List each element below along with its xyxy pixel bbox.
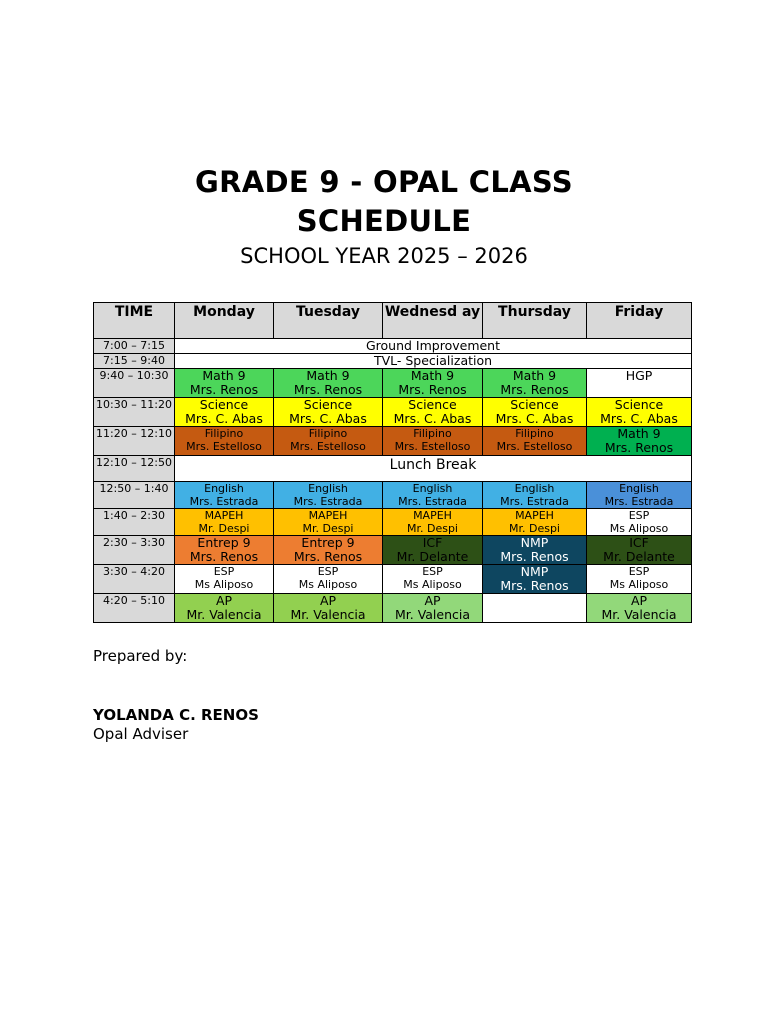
teacher-name: Mrs. Estrada [189,495,259,508]
class-cell [587,482,692,509]
schedule-row [94,354,692,369]
class-schedule-table [93,302,692,623]
teacher-name: Mrs. Renos [500,382,569,397]
header-tuesday: Tuesday [274,303,383,339]
teacher-name: Mr. Despi [508,522,560,535]
subject-name: Entrep 9 [197,535,251,550]
subject-name: Math 9 [306,368,350,383]
teacher-name: Mr. Delante [603,549,675,564]
subject-name: AP [215,593,233,608]
subject-name: NMP [520,564,549,579]
teacher-name: Mrs. Renos [398,382,467,397]
subject-name: ICF [629,535,649,550]
class-cell [383,427,483,456]
class-cell [175,594,274,623]
time-slot: 10:30 – 11:20 [94,398,175,427]
teacher-name: Mr. Despi [406,522,458,535]
subject-name: Math 9 [617,426,661,441]
teacher-name: Mr. Valencia [601,607,677,622]
teacher-name: Mr. Despi [302,522,354,535]
teacher-name: Ms Aliposo [609,522,669,535]
lunch-break-cell: Lunch Break [175,456,692,482]
teacher-name: Mrs. Renos [500,549,569,564]
class-cell [587,565,692,594]
header-time: TIME [94,303,175,339]
subject-name: Science [408,397,457,412]
teacher-name: Mrs. Renos [293,549,363,564]
class-cell [483,398,587,427]
class-cell [483,536,587,565]
schedule-body [94,339,692,623]
teacher-name: Mrs. Renos [189,382,259,397]
class-cell [383,536,483,565]
schedule-title [0,163,768,241]
class-cell [175,398,274,427]
schedule-row [94,509,692,536]
class-cell [587,509,692,536]
all-days-activity: Ground Improvement [175,339,692,354]
teacher-name: Mrs. Estrada [604,495,674,508]
header-wednesday: Wednesd ay [383,303,483,339]
class-cell [483,482,587,509]
adviser-name: YOLANDA C. RENOS [93,706,259,724]
subject-name: MAPEH [515,509,554,522]
adviser-role: Opal Adviser [93,725,189,743]
class-cell [175,565,274,594]
schedule-row [94,482,692,509]
class-cell [274,369,383,398]
teacher-name: Mr. Valencia [186,607,262,622]
schedule-row [94,565,692,594]
teacher-name: Mrs. Renos [500,578,569,593]
class-cell [483,369,587,398]
subject-name: English [514,482,555,495]
subject-name: Science [199,397,249,412]
class-cell [175,536,274,565]
subject-name: Filipino [204,427,244,440]
teacher-name: Ms Aliposo [194,578,254,591]
class-cell [175,369,274,398]
class-cell [383,594,483,623]
schedule-row [94,369,692,398]
subject-name: Filipino [308,427,348,440]
schedule-row [94,427,692,456]
title-line-2: SCHEDULE [296,204,472,238]
schedule-row [94,536,692,565]
class-cell [383,482,483,509]
class-cell [383,398,483,427]
teacher-name: Mrs. C. Abas [185,411,263,426]
teacher-name: Mr. Despi [198,522,250,535]
class-cell [587,369,692,398]
subject-name: ESP [628,565,650,578]
subject-name: English [619,482,659,495]
class-cell [175,482,274,509]
schedule-row [94,456,692,482]
teacher-name: Ms Aliposo [298,578,358,591]
schedule-row [94,398,692,427]
subject-name: MAPEH [413,509,452,522]
subject-name: ESP [213,565,235,578]
time-slot: 2:30 – 3:30 [94,536,175,565]
teacher-name: Mrs. Renos [189,549,259,564]
class-cell [587,427,692,456]
class-cell [383,509,483,536]
subject-name: Science [614,397,664,412]
class-cell [587,398,692,427]
subject-name: AP [424,593,441,608]
header-row [94,303,692,339]
teacher-name: Mr. Valencia [394,607,471,622]
subject-name: ICF [422,535,443,550]
teacher-name: Mrs. C. Abas [600,411,678,426]
subject-name: ESP [317,565,339,578]
class-cell [383,565,483,594]
teacher-name: Mrs. Estelloso [394,440,471,453]
class-cell [274,565,383,594]
teacher-name: Ms Aliposo [609,578,669,591]
schedule-row [94,594,692,623]
header-friday: Friday [587,303,692,339]
class-cell [587,536,692,565]
teacher-name: Mrs. Estelloso [290,440,366,453]
class-cell [274,509,383,536]
class-cell [483,565,587,594]
class-cell [175,427,274,456]
class-cell [274,536,383,565]
subject-name: Math 9 [202,368,246,383]
teacher-name: Ms Aliposo [403,578,462,591]
subject-name: Math 9 [410,368,455,383]
subject-name: English [308,482,348,495]
subject-name: Filipino [515,427,554,440]
subject-name: AP [630,593,648,608]
time-slot: 11:20 – 12:10 [94,427,175,456]
header-thursday: Thursday [483,303,587,339]
teacher-name: Mr. Valencia [290,607,366,622]
teacher-name: Mrs. C. Abas [495,411,574,426]
subject-name: MAPEH [204,509,244,522]
class-cell [274,427,383,456]
time-slot: 12:10 – 12:50 [94,456,175,482]
subject-name: Filipino [413,427,452,440]
time-slot: 4:20 – 5:10 [94,594,175,623]
subject-name: MAPEH [308,509,348,522]
class-cell [383,369,483,398]
subject-name: NMP [520,535,549,550]
class-cell [483,427,587,456]
all-days-activity: TVL- Specialization [175,354,692,369]
class-cell [175,509,274,536]
time-slot: 3:30 – 4:20 [94,565,175,594]
subject-name: Entrep 9 [301,535,355,550]
subject-name: HGP [625,368,653,383]
prepared-by-label: Prepared by: [93,647,188,665]
subject-name: English [412,482,453,495]
time-slot: 9:40 – 10:30 [94,369,175,398]
class-cell [483,594,587,623]
class-cell [274,594,383,623]
header-monday: Monday [175,303,274,339]
time-slot: 7:00 – 7:15 [94,339,175,354]
subject-name: Math 9 [512,368,557,383]
teacher-name: Mrs. Estrada [500,495,569,508]
class-cell [483,509,587,536]
teacher-name: Mrs. Renos [293,382,363,397]
subject-name: ESP [628,509,650,522]
subject-name: ESP [422,565,443,578]
class-cell [587,594,692,623]
teacher-name: Mrs. Estelloso [186,440,262,453]
time-slot: 1:40 – 2:30 [94,509,175,536]
subject-name: Science [303,397,353,412]
class-cell [274,482,383,509]
title-line-1: GRADE 9 - OPAL CLASS [195,165,573,199]
school-year-subtitle: SCHOOL YEAR 2025 – 2026 [240,244,528,268]
class-cell [274,398,383,427]
teacher-name: Mrs. Estrada [293,495,363,508]
teacher-name: Mrs. Estelloso [496,440,573,453]
teacher-name: Mrs. C. Abas [393,411,472,426]
subject-name: English [204,482,244,495]
teacher-name: Mr. Delante [396,549,469,564]
schedule-row [94,339,692,354]
subject-name: AP [319,593,337,608]
time-slot: 12:50 – 1:40 [94,482,175,509]
teacher-name: Mrs. Renos [604,440,674,455]
teacher-name: Mrs. C. Abas [289,411,367,426]
subject-name: Science [510,397,559,412]
teacher-name: Mrs. Estrada [398,495,467,508]
time-slot: 7:15 – 9:40 [94,354,175,369]
